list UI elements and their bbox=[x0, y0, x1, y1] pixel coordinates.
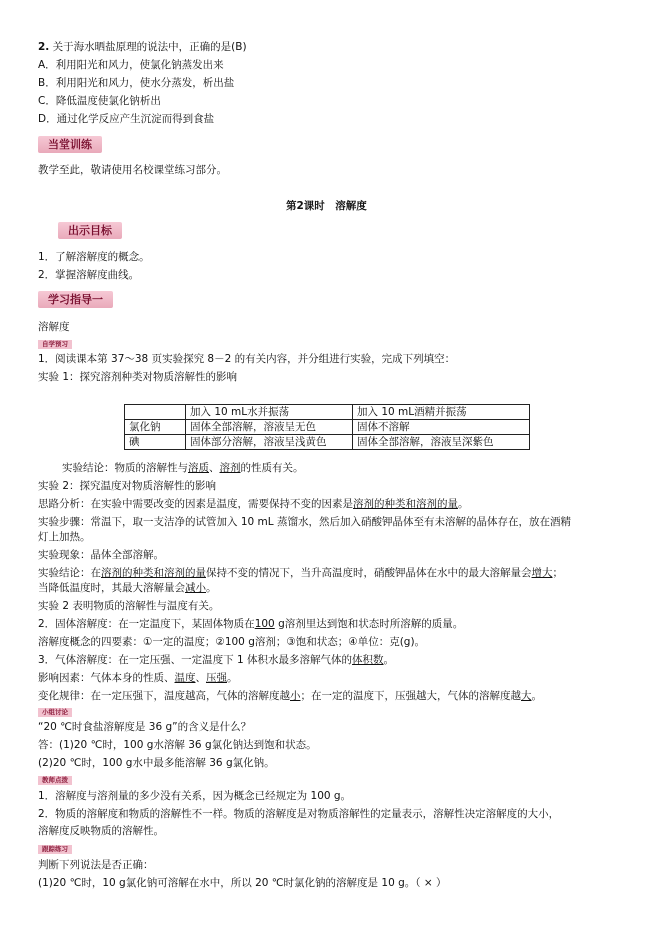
question-text: 关于海水晒盐原理的说法中，正确的是(B) bbox=[52, 41, 247, 53]
table-cell: 固体不溶解 bbox=[353, 420, 530, 435]
table-header-row bbox=[125, 405, 530, 420]
answer-blank: 大 bbox=[521, 690, 532, 702]
goal-item: 2．掌握溶解度曲线。 bbox=[38, 269, 140, 281]
section-title: 溶解度 bbox=[38, 321, 70, 333]
answer-blank: 溶剂的种类和溶剂的量 bbox=[353, 498, 458, 510]
text: 。 bbox=[206, 582, 217, 594]
method-line-2: 灯上加热。 bbox=[38, 531, 91, 543]
text: ； bbox=[552, 567, 563, 579]
answer-blank: 体积数 bbox=[352, 654, 384, 666]
answer-blank: 减小 bbox=[185, 582, 206, 594]
text: 的性质有关。 bbox=[240, 462, 304, 474]
option-c: C．降低温度使氯化钠析出 bbox=[38, 95, 161, 107]
text: 2．固体溶解度：在一定温度下，某固体物质在 bbox=[38, 618, 255, 630]
discussion-answer-1: 答：(1)20 ℃时，100 g水溶解 36 g氯化钠达到饱和状态。 bbox=[38, 739, 317, 751]
table-row bbox=[125, 435, 530, 450]
question-number: 2. bbox=[38, 41, 50, 53]
gas-rule bbox=[38, 689, 542, 703]
table-header: 加入 10 mL水并振荡 bbox=[186, 405, 353, 420]
practice-text: 教学至此，敬请使用名校课堂练习部分。 bbox=[38, 164, 227, 176]
answer-blank: 压强 bbox=[206, 672, 227, 684]
text: 实验结论：物质的溶解性与 bbox=[62, 462, 188, 474]
self-study-tag: 自学预习 bbox=[38, 340, 72, 349]
teacher-point-1: 1．溶解度与溶剂量的多少没有关系，因为概念已经规定为 100 g。 bbox=[38, 790, 352, 802]
lesson-title: 第2课时 溶解度 bbox=[286, 200, 367, 212]
solubility-table bbox=[124, 404, 530, 450]
answer-blank: 小 bbox=[290, 690, 301, 702]
option-d: D．通过化学反应产生沉淀而得到食盐 bbox=[38, 113, 215, 125]
text: 。 bbox=[227, 672, 238, 684]
text: 实验结论：在 bbox=[38, 567, 101, 579]
experiment-2-summary: 实验 2 表明物质的溶解性与温度有关。 bbox=[38, 600, 220, 612]
gas-solubility bbox=[38, 653, 394, 667]
discussion-question: “20 ℃时食盐溶解度是 36 g”的含义是什么？ bbox=[38, 721, 252, 733]
text: 、 bbox=[209, 462, 220, 474]
text: 。 bbox=[458, 498, 469, 510]
table-header: 加入 10 mL酒精并振荡 bbox=[353, 405, 530, 420]
discussion-tag: 小组讨论 bbox=[38, 708, 72, 717]
text: 3．气体溶解度：在一定压强、一定温度下 1 体积水最多溶解气体的 bbox=[38, 654, 353, 666]
teacher-point-2b: 溶解度反映物质的溶解性。 bbox=[38, 825, 164, 837]
practice-banner: 当堂训练 bbox=[38, 136, 102, 153]
answer-blank: 增大 bbox=[531, 567, 553, 579]
conclusion-1 bbox=[62, 461, 304, 475]
table-cell: 氯化钠 bbox=[125, 420, 186, 435]
answer-blank: 温度 bbox=[174, 672, 196, 684]
discussion-answer-2: (2)20 ℃时，100 g水中最多能溶解 36 g氯化钠。 bbox=[38, 757, 275, 769]
four-elements: 溶解度概念的四要素：①一定的温度；②100 g溶剂；③饱和状态；④单位：克(g)。 bbox=[38, 636, 426, 648]
text: 思路分析：在实验中需要改变的因素是温度，需要保持不变的因素是 bbox=[38, 498, 353, 510]
teacher-point-2a: 2．物质的溶解度和物质的溶解性不一样。物质的溶解度是对物质溶解性的定量表示，溶解性决定溶解度的大小， bbox=[38, 808, 560, 820]
answer-blank: 溶剂 bbox=[219, 462, 241, 474]
text: 保持不变的情况下，当升高温度时，硝酸钾晶体在水中的最大溶解量会 bbox=[206, 567, 532, 579]
option-b: B．利用阳光和风力，使水分蒸发，析出盐 bbox=[38, 77, 235, 89]
exercise-intro: 判断下列说法是否正确： bbox=[38, 859, 154, 871]
experiment-2-title: 实验 2：探究温度对物质溶解性的影响 bbox=[38, 480, 217, 492]
gas-factors bbox=[38, 671, 238, 685]
table-cell: 固体全部溶解，溶液呈无色 bbox=[186, 420, 353, 435]
method-line-1: 实验步骤：常温下，取一支洁净的试管加入 10 mL 蒸馏水，然后加入硝酸钾晶体至有未溶解的晶体存在，放在酒精 bbox=[38, 516, 571, 528]
exercise-item-1: (1)20 ℃时，10 g氯化钠可溶解在水中，所以 20 ℃时氯化钠的溶解度是 10 g。（ × ） bbox=[38, 877, 447, 889]
goals-banner: 出示目标 bbox=[58, 222, 122, 239]
question-stem bbox=[38, 40, 247, 54]
conclusion-2-line-2 bbox=[38, 581, 217, 595]
table-cell: 碘 bbox=[125, 435, 186, 450]
goal-item: 1．了解溶解度的概念。 bbox=[38, 251, 150, 263]
answer-blank: 溶质 bbox=[188, 462, 209, 474]
exercise-tag: 跟踪练习 bbox=[38, 845, 72, 854]
solid-solubility bbox=[38, 617, 463, 631]
table-row bbox=[125, 420, 530, 435]
text: 变化规律：在一定压强下，温度越高，气体的溶解度越 bbox=[38, 690, 290, 702]
answer-blank: 溶剂的种类和溶剂的量 bbox=[101, 567, 206, 579]
reading-instruction: 1．阅读课本第 37～38 页实验探究 8－2 的有关内容，并分组进行实验，完成下列填空： bbox=[38, 353, 456, 365]
text: 。 bbox=[383, 654, 395, 666]
conclusion-2-line-1 bbox=[38, 566, 563, 580]
text: 影响因素：气体本身的性质、 bbox=[38, 672, 175, 684]
table-cell bbox=[125, 405, 186, 420]
text: 当降低温度时，其最大溶解量会 bbox=[38, 582, 185, 594]
option-a: A．利用阳光和风力，使氯化钠蒸发出来 bbox=[38, 59, 224, 71]
table-cell: 固体部分溶解，溶液呈浅黄色 bbox=[186, 435, 353, 450]
phenomenon: 实验现象：晶体全部溶解。 bbox=[38, 549, 164, 561]
experiment-1-title: 实验 1：探究溶剂种类对物质溶解性的影响 bbox=[38, 371, 238, 383]
teacher-tag: 教师点拨 bbox=[38, 776, 72, 785]
answer-blank: 100 bbox=[254, 618, 275, 630]
text: g溶剂里达到饱和状态时所溶解的质量。 bbox=[274, 618, 464, 630]
analysis bbox=[38, 497, 469, 511]
guide-banner: 学习指导一 bbox=[38, 291, 113, 308]
text: ；在一定的温度下，压强越大，气体的溶解度越 bbox=[300, 690, 521, 702]
text: 。 bbox=[531, 690, 542, 702]
text: 、 bbox=[195, 672, 206, 684]
table-cell: 固体全部溶解，溶液呈深紫色 bbox=[353, 435, 530, 450]
